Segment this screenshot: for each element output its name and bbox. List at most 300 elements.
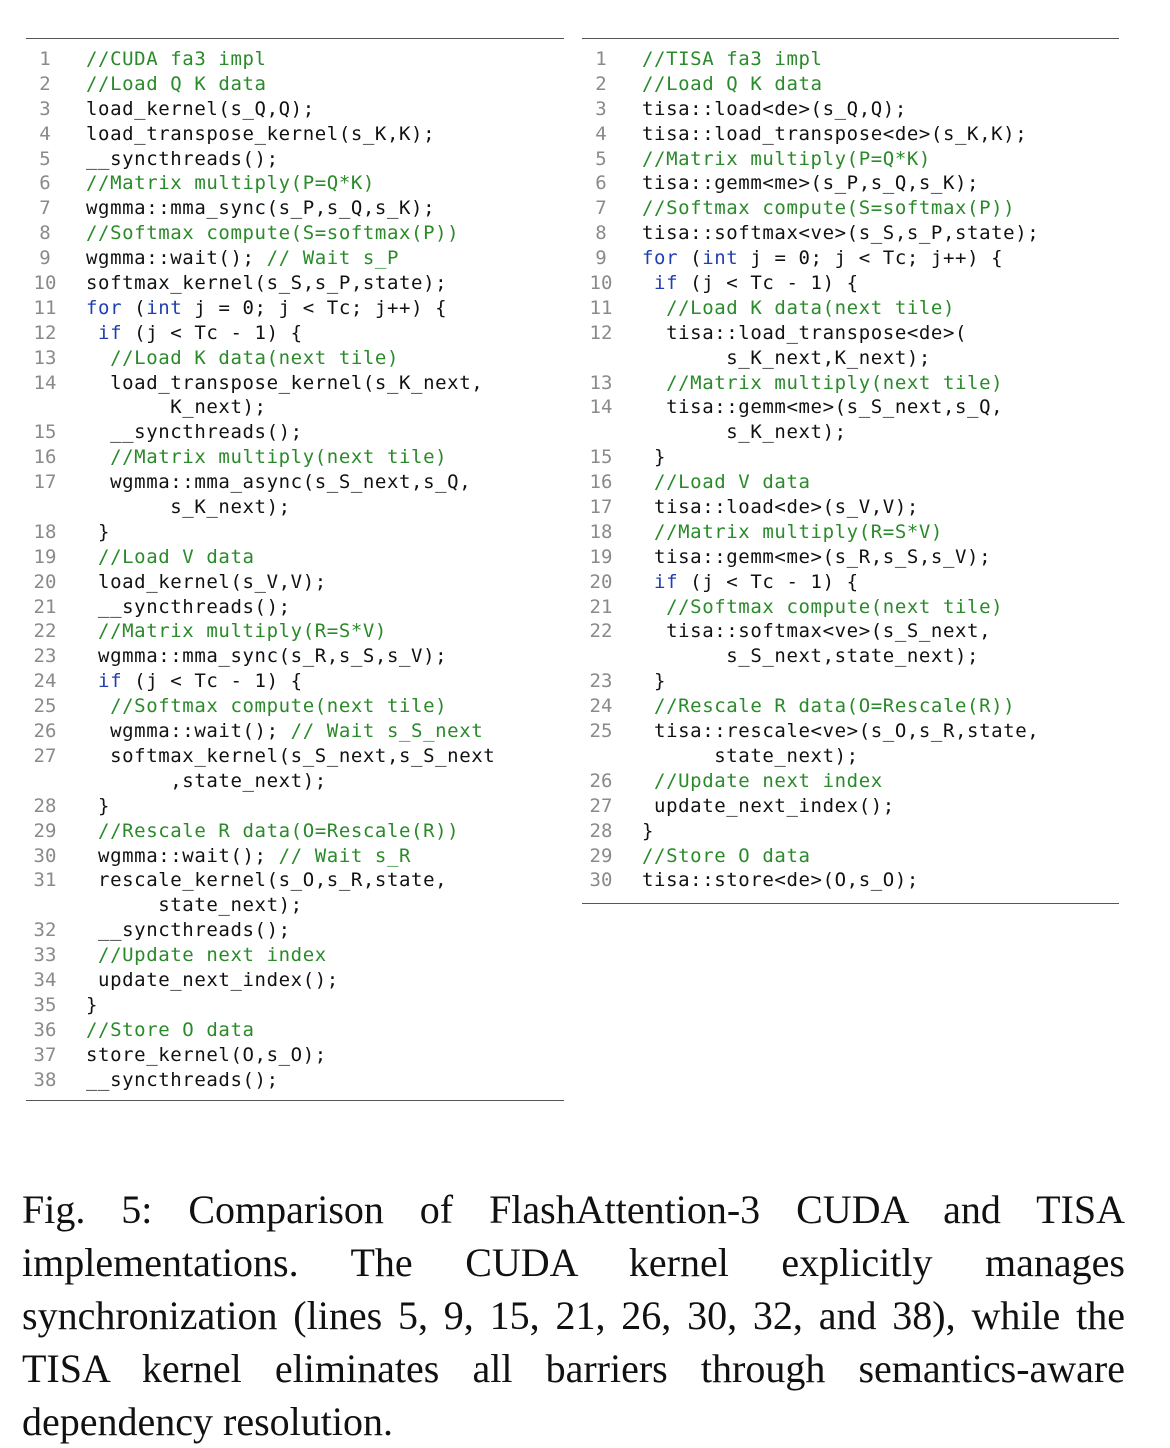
code-comment: //Update next index — [86, 944, 327, 967]
code-comment: // Wait s_P — [266, 247, 400, 270]
code-line — [26, 794, 564, 819]
code-token: __syncthreads(); — [86, 595, 291, 618]
code-token: tisa::load_transpose<de>(s_K,K); — [642, 122, 1028, 145]
code-text — [64, 445, 564, 470]
code-text — [620, 570, 1119, 595]
line-number: 20 — [589, 570, 613, 593]
tisa-code-listing — [582, 38, 1119, 904]
code-line — [26, 246, 564, 271]
code-text — [64, 147, 564, 172]
code-text — [64, 993, 564, 1018]
line-number: 3 — [595, 97, 607, 120]
line-number: 35 — [33, 993, 57, 1016]
line-number: 25 — [589, 720, 613, 743]
code-keyword: if — [654, 272, 679, 295]
code-token: ( — [122, 296, 147, 319]
line-number: 2 — [595, 72, 607, 95]
code-line — [582, 321, 1119, 346]
code-text — [64, 1018, 564, 1043]
code-line — [26, 1068, 564, 1093]
code-keyword: if — [654, 570, 679, 593]
code-token: tisa::load<de>(s_V,V); — [642, 496, 919, 519]
code-text — [64, 221, 564, 246]
code-comment: //Store O data — [642, 844, 811, 867]
code-token: load_kernel(s_V,V); — [86, 570, 327, 593]
line-number: 21 — [589, 595, 613, 618]
code-text — [620, 221, 1119, 246]
code-comment: //Store O data — [86, 1018, 255, 1041]
code-comment: //Load K data(next tile) — [86, 346, 400, 369]
code-line — [26, 694, 564, 719]
code-line — [26, 545, 564, 570]
code-token: rescale_kernel(s_O,s_R,state, — [86, 869, 448, 892]
line-number: 7 — [39, 197, 51, 220]
line-number: 6 — [39, 172, 51, 195]
line-number: 15 — [33, 421, 57, 444]
code-token: __syncthreads(); — [86, 1068, 279, 1091]
code-text — [620, 470, 1119, 495]
code-text — [64, 346, 564, 371]
code-keyword: if — [98, 321, 123, 344]
line-number: 24 — [33, 670, 57, 693]
code-keyword: for — [86, 296, 123, 319]
code-token: load_kernel(s_Q,Q); — [86, 97, 315, 120]
code-line — [26, 171, 564, 196]
code-line — [582, 97, 1119, 122]
line-number: 26 — [33, 720, 57, 743]
code-text — [620, 196, 1119, 221]
line-number: 38 — [33, 1068, 57, 1091]
code-line — [582, 196, 1119, 221]
code-token: softmax_kernel(s_S,s_P,state); — [86, 272, 448, 295]
line-number: 1 — [595, 48, 607, 70]
code-line — [26, 993, 564, 1018]
code-text — [64, 171, 564, 196]
code-text — [64, 669, 564, 694]
code-text — [64, 968, 564, 993]
code-line — [582, 619, 1119, 644]
code-text — [64, 296, 564, 321]
line-number: 4 — [39, 122, 51, 145]
code-line — [26, 769, 564, 794]
code-line — [582, 719, 1119, 744]
code-line — [26, 819, 564, 844]
line-number: 20 — [33, 570, 57, 593]
line-number: 27 — [33, 744, 57, 767]
code-text — [620, 694, 1119, 719]
code-line — [582, 296, 1119, 321]
code-token: tisa::rescale<ve>(s_O,s_R,state, — [642, 720, 1040, 743]
code-text — [620, 744, 1119, 769]
code-line — [582, 445, 1119, 470]
code-text — [620, 445, 1119, 470]
code-line — [26, 844, 564, 869]
code-text — [64, 196, 564, 221]
code-line — [26, 968, 564, 993]
code-line — [26, 719, 564, 744]
line-number: 28 — [33, 794, 57, 817]
code-keyword: int — [702, 247, 739, 270]
code-text — [64, 271, 564, 296]
code-text — [620, 395, 1119, 420]
code-line — [26, 395, 564, 420]
code-line — [582, 844, 1119, 869]
code-line — [26, 346, 564, 371]
code-comment: // Wait s_S_next — [290, 720, 484, 743]
line-number: 17 — [33, 471, 57, 494]
code-comment: //Update next index — [642, 769, 883, 792]
code-line — [26, 595, 564, 620]
code-text — [64, 1068, 564, 1093]
code-text — [620, 346, 1119, 371]
code-text — [64, 321, 564, 346]
line-number: 19 — [589, 545, 613, 568]
code-line — [582, 794, 1119, 819]
code-line — [582, 47, 1119, 72]
code-text — [64, 122, 564, 147]
code-token: } — [86, 993, 99, 1016]
code-line — [582, 122, 1119, 147]
code-comment: //Load Q K data — [86, 72, 267, 95]
code-text — [620, 619, 1119, 644]
code-line — [582, 744, 1119, 769]
line-number: 30 — [33, 844, 57, 867]
code-line — [582, 221, 1119, 246]
code-text — [620, 122, 1119, 147]
code-line — [582, 371, 1119, 396]
line-number: 18 — [33, 520, 57, 543]
code-line — [582, 72, 1119, 97]
code-text — [64, 495, 564, 520]
code-line — [582, 669, 1119, 694]
code-token: tisa::gemm<me>(s_S_next,s_Q, — [642, 396, 1004, 419]
code-token: (j < Tc - 1) { — [678, 272, 859, 295]
code-line — [582, 819, 1119, 844]
code-line — [26, 570, 564, 595]
code-token: } — [86, 520, 111, 543]
code-token: load_transpose_kernel(s_K_next, — [86, 371, 484, 394]
code-line — [582, 246, 1119, 271]
line-number: 34 — [33, 968, 57, 991]
line-number: 28 — [589, 819, 613, 842]
code-token: ( — [678, 247, 703, 270]
code-line — [582, 420, 1119, 445]
code-line — [26, 644, 564, 669]
code-token: state_next); — [86, 894, 303, 917]
line-number: 24 — [589, 695, 613, 718]
code-text — [620, 669, 1119, 694]
code-text — [620, 644, 1119, 669]
line-number: 11 — [589, 296, 613, 319]
code-token: tisa::softmax<ve>(s_S,s_P,state); — [642, 222, 1040, 245]
code-text — [620, 769, 1119, 794]
code-token: update_next_index(); — [642, 794, 895, 817]
code-token: wgmma::mma_sync(s_R,s_S,s_V); — [86, 645, 448, 668]
code-line — [582, 171, 1119, 196]
code-token: j = 0; j < Tc; j++) { — [182, 296, 448, 319]
code-token: (j < Tc - 1) { — [678, 570, 859, 593]
code-token: wgmma::wait(); — [86, 720, 291, 743]
code-token — [642, 571, 654, 593]
line-number: 33 — [33, 944, 57, 967]
line-number: 4 — [595, 122, 607, 145]
code-line — [582, 545, 1119, 570]
code-text — [64, 72, 564, 97]
line-number: 21 — [33, 595, 57, 618]
code-text — [64, 371, 564, 396]
line-number: 12 — [589, 321, 613, 344]
code-text — [620, 271, 1119, 296]
code-text — [64, 918, 564, 943]
line-number: 31 — [33, 869, 57, 892]
code-line — [582, 868, 1119, 893]
code-text — [64, 744, 564, 769]
code-token: tisa::load<de>(s_Q,Q); — [642, 97, 907, 120]
code-token: (j < Tc - 1) { — [122, 670, 303, 693]
code-text — [620, 844, 1119, 869]
code-text — [64, 619, 564, 644]
code-comment: //Rescale R data(O=Rescale(R)) — [86, 819, 460, 842]
code-comment: //Load Q K data — [642, 72, 823, 95]
code-keyword: for — [642, 247, 679, 270]
code-text — [620, 171, 1119, 196]
code-line — [26, 122, 564, 147]
code-text — [64, 893, 564, 918]
line-number: 9 — [39, 247, 51, 270]
line-number: 10 — [589, 272, 613, 295]
code-text — [64, 595, 564, 620]
code-line — [26, 470, 564, 495]
code-line — [582, 470, 1119, 495]
line-number: 5 — [595, 147, 607, 170]
code-text — [620, 868, 1119, 893]
code-token: state_next); — [642, 744, 859, 767]
code-text — [64, 47, 564, 72]
code-token: tisa::load_transpose<de>( — [642, 321, 968, 344]
line-number: 14 — [33, 371, 57, 394]
code-text — [620, 595, 1119, 620]
line-number: 13 — [589, 371, 613, 394]
code-line — [26, 221, 564, 246]
code-comment: // Wait s_R — [278, 844, 412, 867]
line-number: 23 — [589, 670, 613, 693]
code-text — [620, 321, 1119, 346]
line-number: 18 — [589, 520, 613, 543]
code-line — [582, 395, 1119, 420]
code-line — [26, 420, 564, 445]
code-line — [26, 619, 564, 644]
line-number: 25 — [33, 695, 57, 718]
code-line — [26, 495, 564, 520]
code-line — [26, 943, 564, 968]
code-token: j = 0; j < Tc; j++) { — [738, 247, 1004, 270]
code-text — [64, 97, 564, 122]
code-line — [582, 147, 1119, 172]
code-token — [86, 670, 98, 692]
code-text — [620, 371, 1119, 396]
code-text — [620, 495, 1119, 520]
code-line — [26, 744, 564, 769]
line-number: 29 — [589, 844, 613, 867]
code-line — [26, 520, 564, 545]
line-number: 8 — [39, 222, 51, 245]
line-number: 1 — [39, 48, 51, 70]
code-text — [620, 72, 1119, 97]
code-token: (j < Tc - 1) { — [122, 321, 303, 344]
line-number: 22 — [589, 620, 613, 643]
code-token: tisa::softmax<ve>(s_S_next, — [642, 620, 992, 643]
code-token — [642, 272, 654, 294]
line-number: 30 — [589, 869, 613, 892]
code-comment: //Rescale R data(O=Rescale(R)) — [642, 695, 1016, 718]
code-text — [64, 520, 564, 545]
code-token: __syncthreads(); — [86, 919, 291, 942]
code-text — [64, 644, 564, 669]
code-token: load_transpose_kernel(s_K,K); — [86, 122, 436, 145]
line-number: 13 — [33, 346, 57, 369]
code-text — [620, 794, 1119, 819]
code-line — [26, 1043, 564, 1068]
code-comment: //Matrix multiply(P=Q*K) — [86, 172, 375, 195]
code-line — [26, 868, 564, 893]
code-token: wgmma::wait(); — [86, 844, 279, 867]
code-comment: //Matrix multiply(R=S*V) — [86, 620, 387, 643]
code-text — [64, 694, 564, 719]
line-number: 10 — [33, 272, 57, 295]
code-text — [64, 570, 564, 595]
code-token: tisa::gemm<me>(s_P,s_Q,s_K); — [642, 172, 980, 195]
code-line — [26, 271, 564, 296]
code-text — [620, 147, 1119, 172]
code-text — [64, 420, 564, 445]
code-token: wgmma::wait(); — [86, 247, 267, 270]
code-line — [26, 147, 564, 172]
code-line — [582, 346, 1119, 371]
code-line — [582, 595, 1119, 620]
code-token: softmax_kernel(s_S_next,s_S_next — [86, 744, 496, 767]
code-text — [620, 296, 1119, 321]
code-comment: //Softmax compute(next tile) — [86, 695, 448, 718]
code-text — [620, 719, 1119, 744]
code-comment: //Matrix multiply(next tile) — [642, 371, 1004, 394]
code-token: ,state_next); — [86, 769, 327, 792]
line-number: 22 — [33, 620, 57, 643]
line-number: 17 — [589, 496, 613, 519]
line-number: 9 — [595, 247, 607, 270]
code-token: s_S_next,state_next); — [642, 645, 980, 668]
code-token: __syncthreads(); — [86, 147, 279, 170]
code-line — [582, 644, 1119, 669]
code-text — [64, 246, 564, 271]
code-text — [64, 545, 564, 570]
code-line — [26, 72, 564, 97]
code-comment: //Softmax compute(S=softmax(P)) — [642, 197, 1016, 220]
code-line — [26, 669, 564, 694]
code-comment: //Matrix multiply(P=Q*K) — [642, 147, 931, 170]
code-text — [64, 794, 564, 819]
code-comment: //Load V data — [642, 471, 811, 494]
code-line — [26, 918, 564, 943]
code-text — [64, 943, 564, 968]
line-number: 12 — [33, 321, 57, 344]
code-token: __syncthreads(); — [86, 421, 303, 444]
code-line — [582, 271, 1119, 296]
line-number: 8 — [595, 222, 607, 245]
line-number: 23 — [33, 645, 57, 668]
figure-caption: Fig. 5: Comparison of FlashAttention-3 CUDA and TISA implementations. The CUDA kernel explicitly manages synchronization (lines 5, 9, 15, 21, 26, 30, 32, and 38), while the TISA kernel eliminates all barriers through semantics-aware dependency resolution. — [22, 1187, 1125, 1444]
code-token: } — [86, 794, 111, 817]
code-token: s_K_next); — [86, 496, 291, 519]
line-number: 5 — [39, 147, 51, 170]
code-text — [620, 545, 1119, 570]
line-number: 36 — [33, 1018, 57, 1041]
line-number: 19 — [33, 545, 57, 568]
code-comment: //Load V data — [86, 545, 255, 568]
line-number: 11 — [33, 296, 57, 319]
code-text — [620, 47, 1119, 72]
code-line — [582, 694, 1119, 719]
code-line — [26, 371, 564, 396]
code-line — [582, 520, 1119, 545]
code-keyword: if — [98, 670, 123, 693]
line-number: 2 — [39, 72, 51, 95]
code-token — [86, 322, 98, 344]
code-token: tisa::store<de>(O,s_O); — [642, 869, 919, 892]
line-number: 15 — [589, 446, 613, 469]
code-text — [64, 470, 564, 495]
code-line — [26, 1018, 564, 1043]
code-comment: //TISA fa3 impl — [642, 48, 823, 70]
code-text — [64, 395, 564, 420]
code-line — [26, 321, 564, 346]
code-line — [26, 445, 564, 470]
code-comment: //CUDA fa3 impl — [86, 48, 267, 70]
line-number: 26 — [589, 769, 613, 792]
code-text — [64, 719, 564, 744]
cuda-code-listing — [26, 38, 564, 1101]
code-comment: //Softmax compute(S=softmax(P)) — [86, 222, 460, 245]
code-text — [620, 246, 1119, 271]
code-text — [64, 769, 564, 794]
code-text — [64, 844, 564, 869]
code-line — [26, 296, 564, 321]
line-number: 37 — [33, 1043, 57, 1066]
code-token: wgmma::mma_sync(s_P,s_Q,s_K); — [86, 197, 436, 220]
code-line — [26, 97, 564, 122]
code-text — [620, 819, 1119, 844]
code-token: wgmma::mma_async(s_S_next,s_Q, — [86, 471, 472, 494]
code-line — [26, 47, 564, 72]
code-text — [64, 819, 564, 844]
line-number: 16 — [589, 471, 613, 494]
code-token: } — [642, 670, 667, 693]
code-comment: //Softmax compute(next tile) — [642, 595, 1004, 618]
code-line — [26, 893, 564, 918]
code-token: s_K_next,K_next); — [642, 346, 931, 369]
code-token: update_next_index(); — [86, 968, 339, 991]
line-number: 7 — [595, 197, 607, 220]
code-comment: //Matrix multiply(R=S*V) — [642, 520, 943, 543]
code-line — [26, 196, 564, 221]
code-token: } — [642, 819, 655, 842]
code-token: } — [642, 446, 667, 469]
code-text — [64, 868, 564, 893]
code-token: K_next); — [86, 396, 267, 419]
code-text — [64, 1043, 564, 1068]
code-token: store_kernel(O,s_O); — [86, 1043, 327, 1066]
code-token: s_K_next); — [642, 421, 847, 444]
code-line — [582, 769, 1119, 794]
